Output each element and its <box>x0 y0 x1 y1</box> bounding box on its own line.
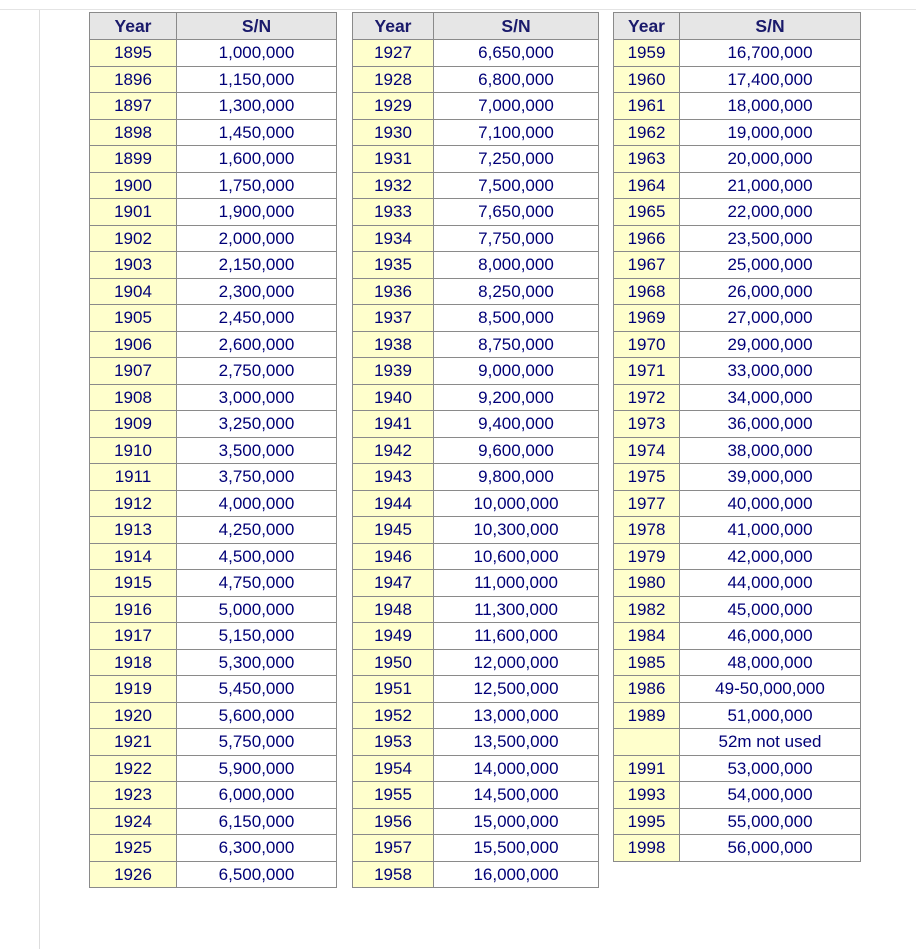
year-cell: 1947 <box>353 570 434 597</box>
year-cell: 1918 <box>90 649 177 676</box>
year-cell: 1931 <box>353 146 434 173</box>
serial-number-cell: 7,650,000 <box>434 199 599 226</box>
year-cell: 1899 <box>90 146 177 173</box>
serial-number-cell: 5,900,000 <box>177 755 337 782</box>
year-cell: 1961 <box>614 93 680 120</box>
serial-number-cell: 6,000,000 <box>177 782 337 809</box>
serial-number-cell: 12,000,000 <box>434 649 599 676</box>
table-row <box>614 596 861 623</box>
table-row <box>614 623 861 650</box>
year-cell: 1975 <box>614 464 680 491</box>
serial-number-cell: 6,800,000 <box>434 66 599 93</box>
year-cell: 1917 <box>90 623 177 650</box>
table-row <box>90 437 337 464</box>
serial-number-cell: 5,000,000 <box>177 596 337 623</box>
table-row <box>614 172 861 199</box>
table-row <box>353 861 599 888</box>
table-row <box>614 676 861 703</box>
year-cell: 1896 <box>90 66 177 93</box>
year-cell: 1925 <box>90 835 177 862</box>
year-cell: 1951 <box>353 676 434 703</box>
serial-number-cell: 33,000,000 <box>680 358 861 385</box>
serial-number-cell: 2,750,000 <box>177 358 337 385</box>
year-cell: 1907 <box>90 358 177 385</box>
serial-number-cell: 40,000,000 <box>680 490 861 517</box>
serial-number-cell: 5,750,000 <box>177 729 337 756</box>
serial-number-cell: 52m not used <box>680 729 861 756</box>
table-row <box>353 596 599 623</box>
year-cell: 1923 <box>90 782 177 809</box>
table-row <box>614 146 861 173</box>
table-row <box>353 305 599 332</box>
table-row <box>90 755 337 782</box>
year-cell: 1924 <box>90 808 177 835</box>
serial-number-cell: 20,000,000 <box>680 146 861 173</box>
year-cell: 1932 <box>353 172 434 199</box>
serial-number-cell: 1,600,000 <box>177 146 337 173</box>
year-cell: 1912 <box>90 490 177 517</box>
table-row <box>614 464 861 491</box>
serial-number-cell: 53,000,000 <box>680 755 861 782</box>
table-row <box>353 517 599 544</box>
table-row <box>353 172 599 199</box>
table-row <box>90 252 337 279</box>
table-row <box>90 225 337 252</box>
year-cell: 1984 <box>614 623 680 650</box>
year-cell: 1895 <box>90 40 177 67</box>
year-cell: 1958 <box>353 861 434 888</box>
header-row <box>614 13 861 40</box>
year-cell: 1959 <box>614 40 680 67</box>
serial-number-cell: 8,000,000 <box>434 252 599 279</box>
serial-number-cell: 1,300,000 <box>177 93 337 120</box>
table-row <box>353 66 599 93</box>
table-row <box>353 570 599 597</box>
table-row <box>90 596 337 623</box>
table-row <box>353 119 599 146</box>
table-row <box>614 543 861 570</box>
serial-number-cell: 13,000,000 <box>434 702 599 729</box>
table-row <box>353 199 599 226</box>
year-cell: 1967 <box>614 252 680 279</box>
serial-number-cell: 14,500,000 <box>434 782 599 809</box>
year-cell: 1943 <box>353 464 434 491</box>
serial-number-cell: 6,650,000 <box>434 40 599 67</box>
table-row <box>614 358 861 385</box>
year-cell: 1900 <box>90 172 177 199</box>
sn-header: S/N <box>434 13 599 40</box>
serial-number-cell: 11,300,000 <box>434 596 599 623</box>
serial-number-cell: 13,500,000 <box>434 729 599 756</box>
year-cell: 1898 <box>90 119 177 146</box>
year-cell: 1980 <box>614 570 680 597</box>
serial-number-cell: 39,000,000 <box>680 464 861 491</box>
header-row <box>353 13 599 40</box>
table-row <box>614 729 861 756</box>
serial-number-cell: 25,000,000 <box>680 252 861 279</box>
table-row <box>353 676 599 703</box>
serial-number-cell: 6,300,000 <box>177 835 337 862</box>
table-row <box>614 808 861 835</box>
table-row <box>353 808 599 835</box>
serial-number-cell: 23,500,000 <box>680 225 861 252</box>
year-cell: 1933 <box>353 199 434 226</box>
serial-number-cell: 46,000,000 <box>680 623 861 650</box>
serial-number-cell: 49-50,000,000 <box>680 676 861 703</box>
serial-number-cell: 10,600,000 <box>434 543 599 570</box>
table-row <box>614 305 861 332</box>
serial-number-cell: 9,400,000 <box>434 411 599 438</box>
serial-number-cell: 42,000,000 <box>680 543 861 570</box>
year-cell: 1963 <box>614 146 680 173</box>
table-row <box>90 199 337 226</box>
serial-number-cell: 8,500,000 <box>434 305 599 332</box>
table-row <box>614 93 861 120</box>
year-cell: 1927 <box>353 40 434 67</box>
year-cell: 1978 <box>614 517 680 544</box>
year-cell: 1949 <box>353 623 434 650</box>
serial-number-cell: 48,000,000 <box>680 649 861 676</box>
table-row <box>90 861 337 888</box>
serial-number-cell: 29,000,000 <box>680 331 861 358</box>
year-cell: 1936 <box>353 278 434 305</box>
serial-number-cell: 41,000,000 <box>680 517 861 544</box>
serial-number-cell: 9,800,000 <box>434 464 599 491</box>
table-row <box>353 225 599 252</box>
table-row <box>614 40 861 67</box>
serial-number-cell: 17,400,000 <box>680 66 861 93</box>
year-header: Year <box>90 13 177 40</box>
table-row <box>353 623 599 650</box>
serial-number-cell: 9,000,000 <box>434 358 599 385</box>
year-cell: 1968 <box>614 278 680 305</box>
serial-number-cell: 45,000,000 <box>680 596 861 623</box>
table-row <box>614 570 861 597</box>
serial-number-cell: 44,000,000 <box>680 570 861 597</box>
serial-number-cell: 36,000,000 <box>680 411 861 438</box>
table-row <box>90 358 337 385</box>
table-row <box>90 517 337 544</box>
serial-number-cell: 1,450,000 <box>177 119 337 146</box>
serial-number-cell: 4,500,000 <box>177 543 337 570</box>
table-row <box>90 119 337 146</box>
year-cell: 1965 <box>614 199 680 226</box>
year-cell: 1974 <box>614 437 680 464</box>
serial-number-cell: 7,500,000 <box>434 172 599 199</box>
year-cell: 1979 <box>614 543 680 570</box>
year-cell: 1962 <box>614 119 680 146</box>
serial-number-cell: 14,000,000 <box>434 755 599 782</box>
table-row <box>90 305 337 332</box>
serial-number-cell: 38,000,000 <box>680 437 861 464</box>
table-row <box>90 835 337 862</box>
year-cell: 1922 <box>90 755 177 782</box>
table-row <box>614 119 861 146</box>
serial-number-cell: 7,250,000 <box>434 146 599 173</box>
year-cell: 1920 <box>90 702 177 729</box>
left-margin-rule <box>39 10 40 949</box>
serial-number-cell: 21,000,000 <box>680 172 861 199</box>
year-cell: 1904 <box>90 278 177 305</box>
year-cell: 1955 <box>353 782 434 809</box>
serial-number-cell: 2,300,000 <box>177 278 337 305</box>
table-row <box>90 676 337 703</box>
serial-number-cell: 1,000,000 <box>177 40 337 67</box>
year-cell: 1910 <box>90 437 177 464</box>
year-cell: 1985 <box>614 649 680 676</box>
table-row <box>614 437 861 464</box>
serial-number-cell: 12,500,000 <box>434 676 599 703</box>
table-row <box>90 543 337 570</box>
serial-number-cell: 56,000,000 <box>680 835 861 862</box>
year-cell <box>614 729 680 756</box>
year-cell: 1954 <box>353 755 434 782</box>
table-row <box>614 384 861 411</box>
year-cell: 1908 <box>90 384 177 411</box>
table-row <box>614 755 861 782</box>
year-cell: 1960 <box>614 66 680 93</box>
top-divider <box>0 9 916 10</box>
year-cell: 1957 <box>353 835 434 862</box>
year-cell: 1989 <box>614 702 680 729</box>
table-row <box>90 464 337 491</box>
year-cell: 1948 <box>353 596 434 623</box>
serial-number-cell: 2,600,000 <box>177 331 337 358</box>
year-cell: 1911 <box>90 464 177 491</box>
table-row <box>353 490 599 517</box>
year-cell: 1944 <box>353 490 434 517</box>
serial-number-cell: 7,750,000 <box>434 225 599 252</box>
serial-number-cell: 7,000,000 <box>434 93 599 120</box>
year-cell: 1926 <box>90 861 177 888</box>
year-cell: 1913 <box>90 517 177 544</box>
table-row <box>614 199 861 226</box>
table-row <box>90 411 337 438</box>
table-row <box>90 384 337 411</box>
table-row <box>353 755 599 782</box>
table-row <box>614 649 861 676</box>
table-row <box>353 649 599 676</box>
table-row <box>90 702 337 729</box>
year-cell: 1970 <box>614 331 680 358</box>
table-row <box>614 66 861 93</box>
table-row <box>90 729 337 756</box>
year-cell: 1897 <box>90 93 177 120</box>
year-cell: 1903 <box>90 252 177 279</box>
serial-number-cell: 3,750,000 <box>177 464 337 491</box>
serial-number-cell: 9,200,000 <box>434 384 599 411</box>
year-cell: 1945 <box>353 517 434 544</box>
year-cell: 1977 <box>614 490 680 517</box>
year-cell: 1956 <box>353 808 434 835</box>
serial-number-cell: 3,250,000 <box>177 411 337 438</box>
serial-number-cell: 26,000,000 <box>680 278 861 305</box>
serial-number-cell: 6,150,000 <box>177 808 337 835</box>
year-header: Year <box>353 13 434 40</box>
serial-number-cell: 5,150,000 <box>177 623 337 650</box>
serial-number-cell: 8,750,000 <box>434 331 599 358</box>
year-cell: 1902 <box>90 225 177 252</box>
year-cell: 1935 <box>353 252 434 279</box>
table-row <box>90 782 337 809</box>
year-cell: 1972 <box>614 384 680 411</box>
year-cell: 1995 <box>614 808 680 835</box>
serial-number-cell: 34,000,000 <box>680 384 861 411</box>
serial-number-cell: 2,150,000 <box>177 252 337 279</box>
table-row <box>90 808 337 835</box>
serial-number-cell: 15,000,000 <box>434 808 599 835</box>
year-cell: 1941 <box>353 411 434 438</box>
serial-number-cell: 5,300,000 <box>177 649 337 676</box>
table-row <box>614 702 861 729</box>
year-cell: 1934 <box>353 225 434 252</box>
year-header: Year <box>614 13 680 40</box>
year-cell: 1939 <box>353 358 434 385</box>
serial-number-cell: 16,700,000 <box>680 40 861 67</box>
table-row <box>614 278 861 305</box>
sn-header: S/N <box>177 13 337 40</box>
serial-number-cell: 4,750,000 <box>177 570 337 597</box>
serial-number-cell: 4,250,000 <box>177 517 337 544</box>
year-cell: 1929 <box>353 93 434 120</box>
serial-number-cell: 22,000,000 <box>680 199 861 226</box>
serial-number-cell: 11,000,000 <box>434 570 599 597</box>
serial-number-cell: 11,600,000 <box>434 623 599 650</box>
table-row <box>353 146 599 173</box>
table-row <box>90 66 337 93</box>
table-row <box>353 702 599 729</box>
year-cell: 1964 <box>614 172 680 199</box>
serial-number-cell: 54,000,000 <box>680 782 861 809</box>
year-cell: 1971 <box>614 358 680 385</box>
serial-number-cell: 3,000,000 <box>177 384 337 411</box>
sn-header: S/N <box>680 13 861 40</box>
year-cell: 1916 <box>90 596 177 623</box>
year-cell: 1942 <box>353 437 434 464</box>
year-cell: 1937 <box>353 305 434 332</box>
serial-number-cell: 4,000,000 <box>177 490 337 517</box>
serial-number-cell: 9,600,000 <box>434 437 599 464</box>
year-cell: 1919 <box>90 676 177 703</box>
year-cell: 1915 <box>90 570 177 597</box>
serial-number-cell: 8,250,000 <box>434 278 599 305</box>
table-row <box>353 464 599 491</box>
year-cell: 1901 <box>90 199 177 226</box>
header-row <box>90 13 337 40</box>
table-row <box>90 490 337 517</box>
table-row <box>353 278 599 305</box>
serial-table-2 <box>352 12 599 888</box>
table-row <box>353 437 599 464</box>
serial-number-cell: 1,750,000 <box>177 172 337 199</box>
table-row <box>90 623 337 650</box>
table-row <box>614 517 861 544</box>
serial-number-cell: 10,000,000 <box>434 490 599 517</box>
year-cell: 1982 <box>614 596 680 623</box>
year-cell: 1993 <box>614 782 680 809</box>
table-row <box>614 490 861 517</box>
year-cell: 1940 <box>353 384 434 411</box>
serial-number-cell: 2,450,000 <box>177 305 337 332</box>
table-row <box>614 331 861 358</box>
year-cell: 1966 <box>614 225 680 252</box>
serial-number-cell: 6,500,000 <box>177 861 337 888</box>
table-row <box>90 331 337 358</box>
serial-number-cell: 2,000,000 <box>177 225 337 252</box>
year-cell: 1998 <box>614 835 680 862</box>
year-cell: 1928 <box>353 66 434 93</box>
table-row <box>90 172 337 199</box>
serial-number-cell: 3,500,000 <box>177 437 337 464</box>
table-row <box>353 252 599 279</box>
serial-number-cell: 55,000,000 <box>680 808 861 835</box>
table-row <box>90 93 337 120</box>
table-row <box>614 782 861 809</box>
table-row <box>353 358 599 385</box>
serial-number-cell: 27,000,000 <box>680 305 861 332</box>
year-cell: 1905 <box>90 305 177 332</box>
year-cell: 1930 <box>353 119 434 146</box>
table-row <box>353 729 599 756</box>
table-row <box>614 411 861 438</box>
serial-number-cell: 18,000,000 <box>680 93 861 120</box>
serial-number-cell: 51,000,000 <box>680 702 861 729</box>
year-cell: 1914 <box>90 543 177 570</box>
serial-number-cell: 10,300,000 <box>434 517 599 544</box>
serial-number-cell: 15,500,000 <box>434 835 599 862</box>
table-row <box>90 649 337 676</box>
table-row <box>614 252 861 279</box>
year-cell: 1938 <box>353 331 434 358</box>
serial-number-cell: 5,450,000 <box>177 676 337 703</box>
table-row <box>353 40 599 67</box>
year-cell: 1969 <box>614 305 680 332</box>
table-row <box>614 835 861 862</box>
table-row <box>353 835 599 862</box>
serial-number-cell: 7,100,000 <box>434 119 599 146</box>
serial-table-1 <box>89 12 337 888</box>
table-row <box>353 782 599 809</box>
year-cell: 1991 <box>614 755 680 782</box>
table-row <box>90 146 337 173</box>
serial-number-cell: 5,600,000 <box>177 702 337 729</box>
year-cell: 1921 <box>90 729 177 756</box>
table-row <box>353 331 599 358</box>
serial-number-cell: 1,900,000 <box>177 199 337 226</box>
serial-number-cell: 19,000,000 <box>680 119 861 146</box>
table-row <box>614 225 861 252</box>
year-cell: 1986 <box>614 676 680 703</box>
table-row <box>353 384 599 411</box>
table-row <box>90 40 337 67</box>
serial-number-cell: 16,000,000 <box>434 861 599 888</box>
year-cell: 1953 <box>353 729 434 756</box>
year-cell: 1952 <box>353 702 434 729</box>
year-cell: 1906 <box>90 331 177 358</box>
table-row <box>353 411 599 438</box>
table-row <box>353 93 599 120</box>
table-row <box>353 543 599 570</box>
year-cell: 1973 <box>614 411 680 438</box>
serial-table-3 <box>613 12 861 862</box>
year-cell: 1946 <box>353 543 434 570</box>
year-cell: 1909 <box>90 411 177 438</box>
year-cell: 1950 <box>353 649 434 676</box>
serial-number-cell: 1,150,000 <box>177 66 337 93</box>
table-row <box>90 278 337 305</box>
table-row <box>90 570 337 597</box>
